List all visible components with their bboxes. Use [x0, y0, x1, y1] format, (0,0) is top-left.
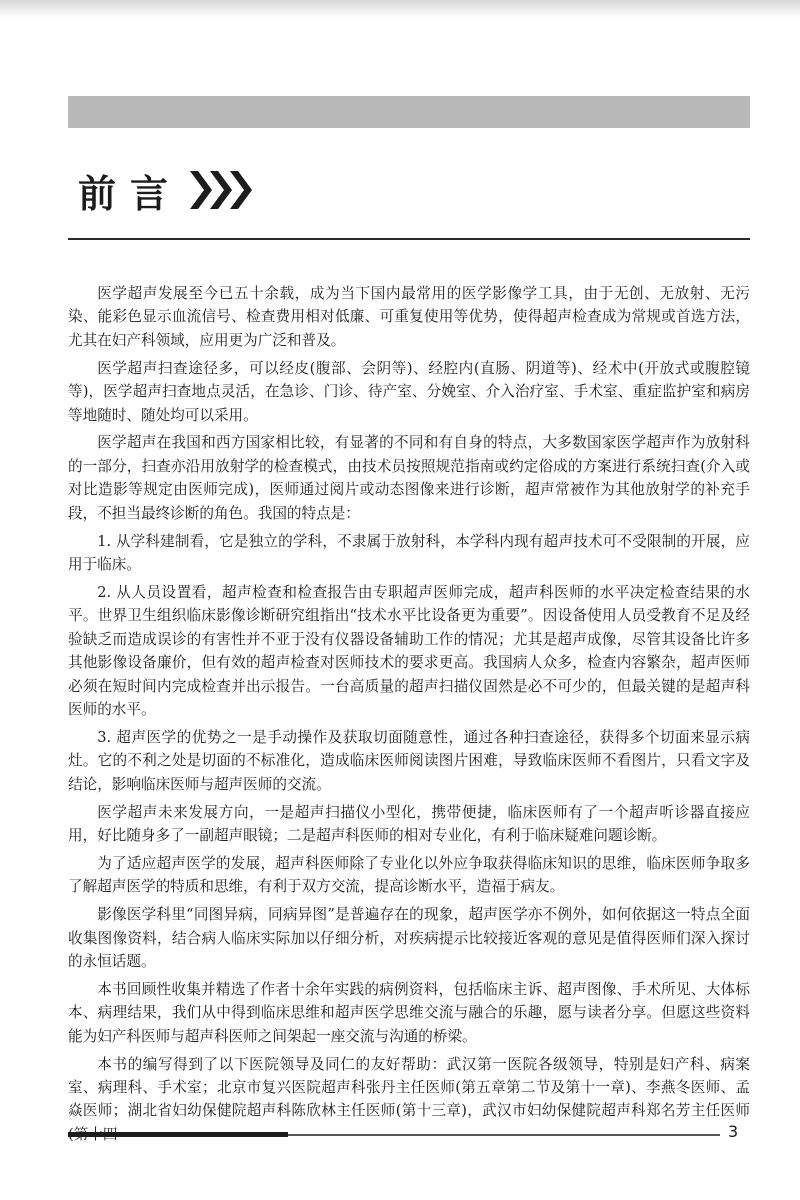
page-top-edge [0, 0, 800, 18]
paragraph: 医学超声在我国和西方国家相比较，有显著的不同和有自身的特点，大多数国家医学超声作为放射科的一部分，扫查亦沿用放射学的检查模式，由技术员按照规范指南或约定俗成的方案进行系统扫查(介入或对比造影等规定由医师完成)，医师通过阅片或动态图像来进行诊断，超声常被作为其他放射学的补充手段，不担当最终诊断的角色。我国的特点是： [68, 434, 750, 522]
paragraph: 为了适应超声医学的发展，超声科医师除了专业化以外应争取获得临床知识的思维，临床医师争取多了解超声医学的特质和思维，有利于双方交流，提高诊断水平，造福于病友。 [68, 854, 750, 896]
paragraph: 3. 超声医学的优势之一是手动操作及获取切面随意性，通过各种扫查途径，获得多个切面来显示病灶。它的不利之处是切面的不标准化，造成临床医师阅读图片困难，导致临床医师不看图片，只看文字及结论，影响临床医师与超声医师的交流。 [68, 728, 750, 793]
title-underline [68, 238, 750, 240]
chevron-right-icon [228, 167, 254, 213]
paragraph: 医学超声发展至今已五十余载，成为当下国内最常用的医学影像学工具，由于无创、无放射、无污染、能彩色显示血流信号、检查费用相对低廉、可重复使用等优势，使得超声检查成为常规或首选方法，尤其在妇产科领域，应用更为广泛和普及。 [68, 285, 750, 349]
paragraph: 影像医学科里“同图异病，同病异图”是普遍存在的现象，超声医学亦不例外，如何依据这一特点全面收集图像资料，结合病人临床实际加以仔细分析，对疾病提示比较接近客观的意见是值得医师们深入探讨的永恒话题。 [68, 906, 750, 970]
paragraph: 2. 从人员设置看，超声检查和检查报告由专职超声医师完成，超声科医师的水平决定检查结果的水平。世界卫生组织临床影像诊断研究组指出“技术水平比设备更为重要”。因设备使用人员受教育不足及经验缺乏而造成误诊的有害性并不亚于没有仪器设备辅助工作的情况；尤其是超声成像，尽管其设备比许多其他影像设备廉价，但有效的超声检查对医师技术的要求更高。我国病人众多，检查内容繁杂，超声医师必须在短时间内完成检查并出示报告。一台高质量的超声扫描仪固然是必不可少的，但最关键的是超声科医师的水平。 [68, 583, 750, 718]
footer-rule-accent [68, 1132, 288, 1137]
paragraph: 本书的编写得到了以下医院领导及同仁的友好帮助：武汉第一医院各级领导，特别是妇产科、病案室、病理科、手术室；北京市复兴医院超声科张丹主任医师(第五章第二节及第十一章)、李燕冬医师、孟焱医师；湖北省妇幼保健院超声科陈欣林主任医师(第十三章)，武汉市妇幼保健院超声科郑名芳主任医师 [68, 1055, 750, 1120]
triple-chevron-right-icon [188, 167, 248, 213]
paragraph: 医学超声未来发展方向，一是超声扫描仪小型化，携带便捷，临床医师有了一个超声听诊器直接应用，好比随身多了一副超声眼镜；二是超声科医师的相对专业化，有利于临床疑难问题诊断。 [68, 803, 750, 844]
paragraph: 本书回顾性收集并精选了作者十余年实践的病例资料，包括临床主诉、超声图像、手术所见、大体标本、病理结果，我们从中得到临床思维和超声医学思维交流与融合的乐趣，愿与读者分享。但愿这些资料能为妇产科医师与超声科医师之间架起一座交流与沟通的桥梁。 [68, 980, 750, 1045]
paragraph: 1. 从学科建制看，它是独立的学科，不隶属于放射科，本学科内现有超声技术可不受限制的开展，应用于临床。 [68, 532, 750, 573]
page-title: 前言 [78, 171, 183, 216]
header-bar [68, 96, 750, 128]
title-block [78, 160, 248, 220]
paragraph: 医学超声扫查途径多，可以经皮(腹部、会阴等)、经腔内(直肠、阴道等)、经术中(开放式或腹腔镜等)，医学超声扫查地点灵活，在急诊、门诊、待产室、分娩室、介入治疗室、手术室、重症监护室和病房等地随时、随处均可以采用。 [68, 359, 750, 424]
preface-body [68, 282, 750, 1151]
page-number: 3 [728, 1122, 739, 1141]
